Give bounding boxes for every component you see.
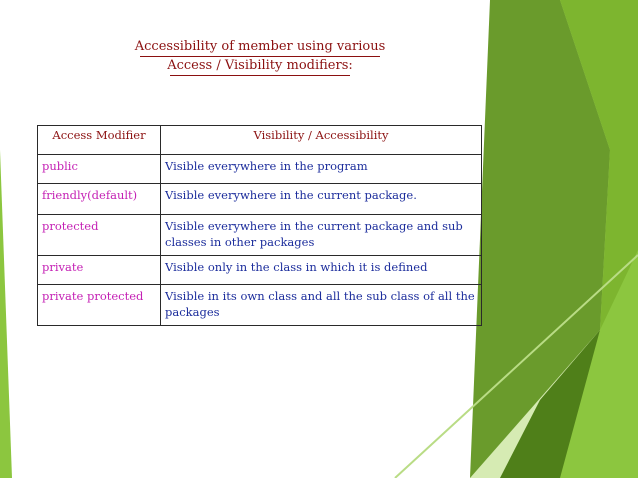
left-green-sliver	[0, 150, 12, 478]
slide-title	[100, 38, 420, 76]
modifier-cell: private protected	[38, 285, 161, 326]
modifier-cell: friendly(default)	[38, 184, 161, 215]
header-access-modifier: Access Modifier	[38, 126, 161, 155]
visibility-cell: Visible in its own class and all the sub class of all the packages	[161, 285, 482, 326]
visibility-cell: Visible everywhere in the current package and sub classes in other packages	[161, 215, 482, 256]
access-modifier-table	[37, 125, 482, 326]
modifier-cell: protected	[38, 215, 161, 256]
visibility-cell: Visible only in the class in which it is defined	[161, 256, 482, 285]
table-row	[38, 285, 482, 326]
title-line-1: Accessibility of member using various	[134, 39, 386, 54]
header-visibility: Visibility / Accessibility	[161, 126, 482, 155]
visibility-cell: Visible everywhere in the program	[161, 155, 482, 184]
table-header-row	[38, 126, 482, 155]
title-underline-2	[170, 75, 350, 76]
table-row	[38, 256, 482, 285]
table-row	[38, 184, 482, 215]
title-line-2: Access / Visibility modifiers:	[167, 58, 353, 73]
modifier-cell: private	[38, 256, 161, 285]
visibility-cell: Visible everywhere in the current package.	[161, 184, 482, 215]
table-row	[38, 215, 482, 256]
modifier-cell: public	[38, 155, 161, 184]
table-row	[38, 155, 482, 184]
